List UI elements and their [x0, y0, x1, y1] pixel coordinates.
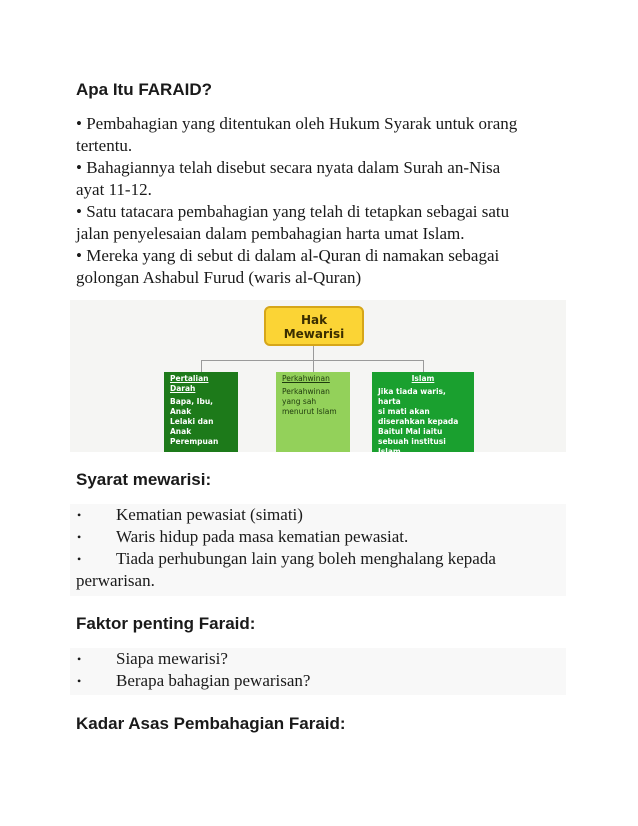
- box-line: yang sah: [282, 397, 317, 406]
- list-item-text: Tiada perhubungan lain yang boleh menghalang kepada perwarisan.: [76, 549, 496, 590]
- box-line: Perkahwinan: [282, 387, 330, 396]
- list-item-text: Kematian pewasiat (simati): [116, 505, 303, 524]
- list-item: [76, 526, 566, 548]
- box-title: Pertalian Darah: [170, 374, 209, 393]
- list-item: [76, 670, 566, 692]
- box-perkahwinan: [276, 372, 350, 452]
- root-label-line1: Hak: [300, 313, 328, 327]
- box-line: Baitul Mal iaitu: [378, 427, 443, 436]
- box-line: Bapa, Ibu, Anak: [170, 397, 214, 416]
- syarat-mewarisi-list: [76, 504, 566, 592]
- definition-line: • Pembahagian yang ditentukan oleh Hukum Syarak untuk orang: [76, 114, 518, 133]
- definition-line: ayat 11-12.: [76, 180, 152, 199]
- section-title-syarat-mewarisi: Syarat mewarisi:: [76, 470, 212, 489]
- box-title: Islam: [411, 374, 435, 383]
- bullet-icon: •: [77, 530, 82, 544]
- faktor-penting-list: [76, 648, 566, 692]
- box-line: sebuah institusi Islam: [378, 437, 446, 456]
- list-item-text: Waris hidup pada masa kematian pewasiat.: [116, 527, 409, 546]
- hak-mewarisi-diagram: [70, 300, 566, 456]
- bullet-icon: •: [77, 652, 82, 666]
- box-pertalian-darah: [164, 372, 238, 452]
- definition-line: • Mereka yang di sebut di dalam al-Quran di namakan sebagai: [76, 246, 500, 265]
- definition-line: • Satu tatacara pembahagian yang telah di tetapkan sebagai satu: [76, 202, 510, 221]
- box-line: Jika tiada waris, harta: [378, 387, 446, 406]
- bullet-icon: •: [77, 674, 82, 688]
- definition-line: tertentu.: [76, 136, 133, 155]
- faraid-definition-paragraph: [76, 113, 566, 289]
- list-item: [76, 504, 566, 526]
- connector-line: [201, 360, 202, 372]
- section-title-kadar-asas: Kadar Asas Pembahagian Faraid:: [76, 714, 346, 733]
- box-line: diserahkan kepada: [378, 417, 459, 426]
- diagram-root-box: [264, 306, 364, 346]
- box-line: Perempuan: [170, 437, 219, 446]
- bullet-icon: •: [77, 552, 82, 566]
- section-title-apa-itu-faraid: Apa Itu FARAID?: [76, 80, 212, 99]
- list-item-text: Siapa mewarisi?: [116, 649, 228, 668]
- box-islam: [372, 372, 474, 456]
- box-title: Perkahwinan: [282, 374, 330, 383]
- connector-line: [423, 360, 424, 372]
- connector-line: [313, 346, 314, 360]
- definition-line: • Bahagiannya telah disebut secara nyata dalam Surah an-Nisa: [76, 158, 501, 177]
- root-label-line2: Mewarisi: [283, 327, 345, 341]
- definition-line: jalan penyelesaian dalam pembahagian harta umat Islam.: [76, 224, 465, 243]
- list-item: [76, 548, 566, 592]
- connector-line: [313, 360, 314, 372]
- section-title-faktor-penting: Faktor penting Faraid:: [76, 614, 256, 633]
- box-line: Lelaki dan Anak: [170, 417, 214, 436]
- box-line: si mati akan: [378, 407, 430, 416]
- list-item: [76, 648, 566, 670]
- box-line: menurut Islam: [282, 407, 337, 416]
- list-item-text: Berapa bahagian pewarisan?: [116, 671, 311, 690]
- definition-line: golongan Ashabul Furud (waris al-Quran): [76, 268, 362, 287]
- bullet-icon: •: [77, 508, 82, 522]
